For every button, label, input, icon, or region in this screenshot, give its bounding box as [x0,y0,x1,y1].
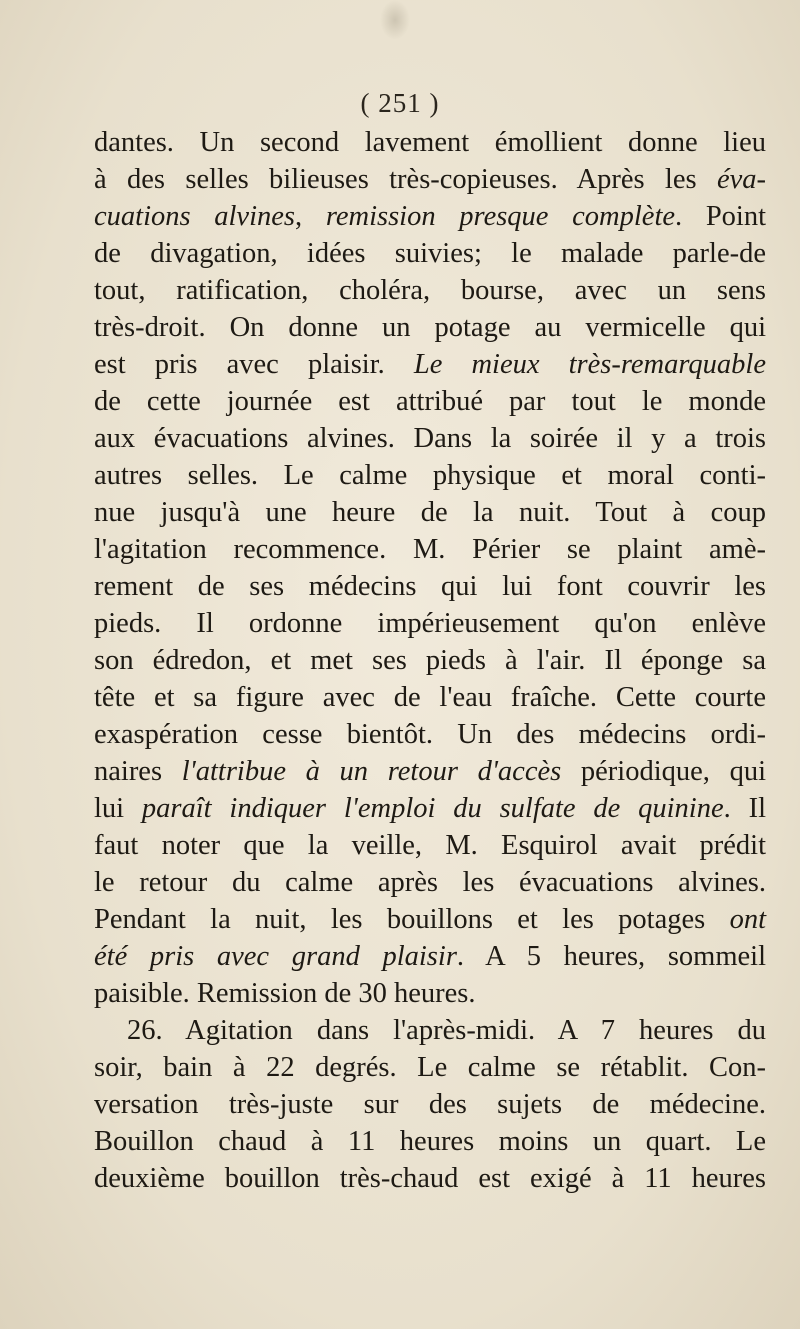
text-line [94,161,766,198]
text-line [94,198,766,235]
text-segment: paisible. Remission de 30 heures. [94,978,476,1009]
text-line [94,1049,766,1086]
text-line [94,494,766,531]
text-segment: dantes. Un second lavement émollient donne lieu [94,127,766,158]
text-line [94,309,766,346]
text-line [94,864,766,901]
text-line [94,1160,766,1197]
text-segment: faut noter que la veille, M. Esquirol avait prédit [94,830,766,861]
text-segment: de divagation, idées suivies; le malade parle-de [94,238,766,269]
text-line [94,420,766,457]
text-line [94,1086,766,1123]
text-line [94,827,766,864]
text-segment: rement de ses médecins qui lui font couvrir les [94,571,766,602]
text-segment: aux évacuations alvines. Dans la soirée il y a trois [94,423,766,454]
page-number: ( 251 ) [360,88,440,118]
text-segment: 26. Agitation dans l'après-midi. A 7 heures du [127,1015,766,1046]
text-segment: très-droit. On donne un potage au vermicelle qui [94,312,766,343]
text-segment: soir, bain à 22 degrés. Le calme se rétablit. Con- [94,1052,766,1083]
body-text [94,124,766,1197]
text-segment: tout, ratification, choléra, bourse, avec un sens [94,275,766,306]
text-segment: . Point [675,201,767,232]
italic-text: ont [729,904,766,935]
italic-text: remission presque complète [325,201,676,232]
text-line [94,531,766,568]
text-segment: Pendant la nuit, les bouillons et les potages [94,904,730,935]
text-segment: autres selles. Le calme physique et moral conti- [94,460,766,491]
text-line [94,901,766,938]
text-segment: deuxième bouillon très-chaud est exigé à 11 heures [94,1163,766,1194]
text-line [94,605,766,642]
text-segment: le retour du calme après les évacuations alvines. [94,867,766,898]
text-segment: exaspération cesse bientôt. Un des médecins ordi- [94,719,766,750]
text-segment: versation très-juste sur des sujets de médecine. [94,1089,766,1120]
italic-text: éva- [716,164,766,195]
text-line [94,938,766,975]
text-segment: . Il [723,793,766,824]
text-segment: Bouillon chaud à 11 heures moins un quart. Le [94,1126,766,1157]
italic-text: été pris avec grand plaisir [94,941,457,972]
text-line [94,753,766,790]
text-line [94,1012,766,1049]
paper-smudge [380,0,410,40]
text-line [94,457,766,494]
text-segment: périodique, qui [561,756,766,787]
text-line [94,235,766,272]
text-segment: à des selles bilieuses très-copieuses. Après les [94,164,717,195]
text-line [94,346,766,383]
italic-text: cuations alvines [94,201,295,232]
text-segment: nue jusqu'à une heure de la nuit. Tout à coup [94,497,766,528]
text-segment: de cette journée est attribué par tout le monde [94,386,766,417]
italic-text: l'attribue à un retour d'accès [181,756,562,787]
text-line [94,716,766,753]
text-segment: naires [94,756,182,787]
text-line [94,124,766,161]
text-line [94,679,766,716]
text-segment: est pris avec plaisir. [94,349,414,380]
text-line [94,975,766,1012]
text-segment: lui [94,793,142,824]
text-segment: son édredon, et met ses pieds à l'air. Il éponge sa [94,645,766,676]
italic-text: Le mieux très-remarquable [413,349,766,380]
text-line [94,272,766,309]
text-line [94,642,766,679]
text-segment: l'agitation recommence. M. Périer se plaint amè- [94,534,766,565]
text-segment: . A 5 heures, sommeil [456,941,766,972]
text-line [94,1123,766,1160]
text-segment: tête et sa figure avec de l'eau fraîche. Cette courte [94,682,766,713]
text-line [94,790,766,827]
text-line [94,568,766,605]
text-segment: pieds. Il ordonne impérieusement qu'on enlève [94,608,766,639]
italic-text: paraît indiquer l'emploi du sulfate de quinine [141,793,724,824]
text-segment: , [295,201,326,232]
text-line [94,383,766,420]
